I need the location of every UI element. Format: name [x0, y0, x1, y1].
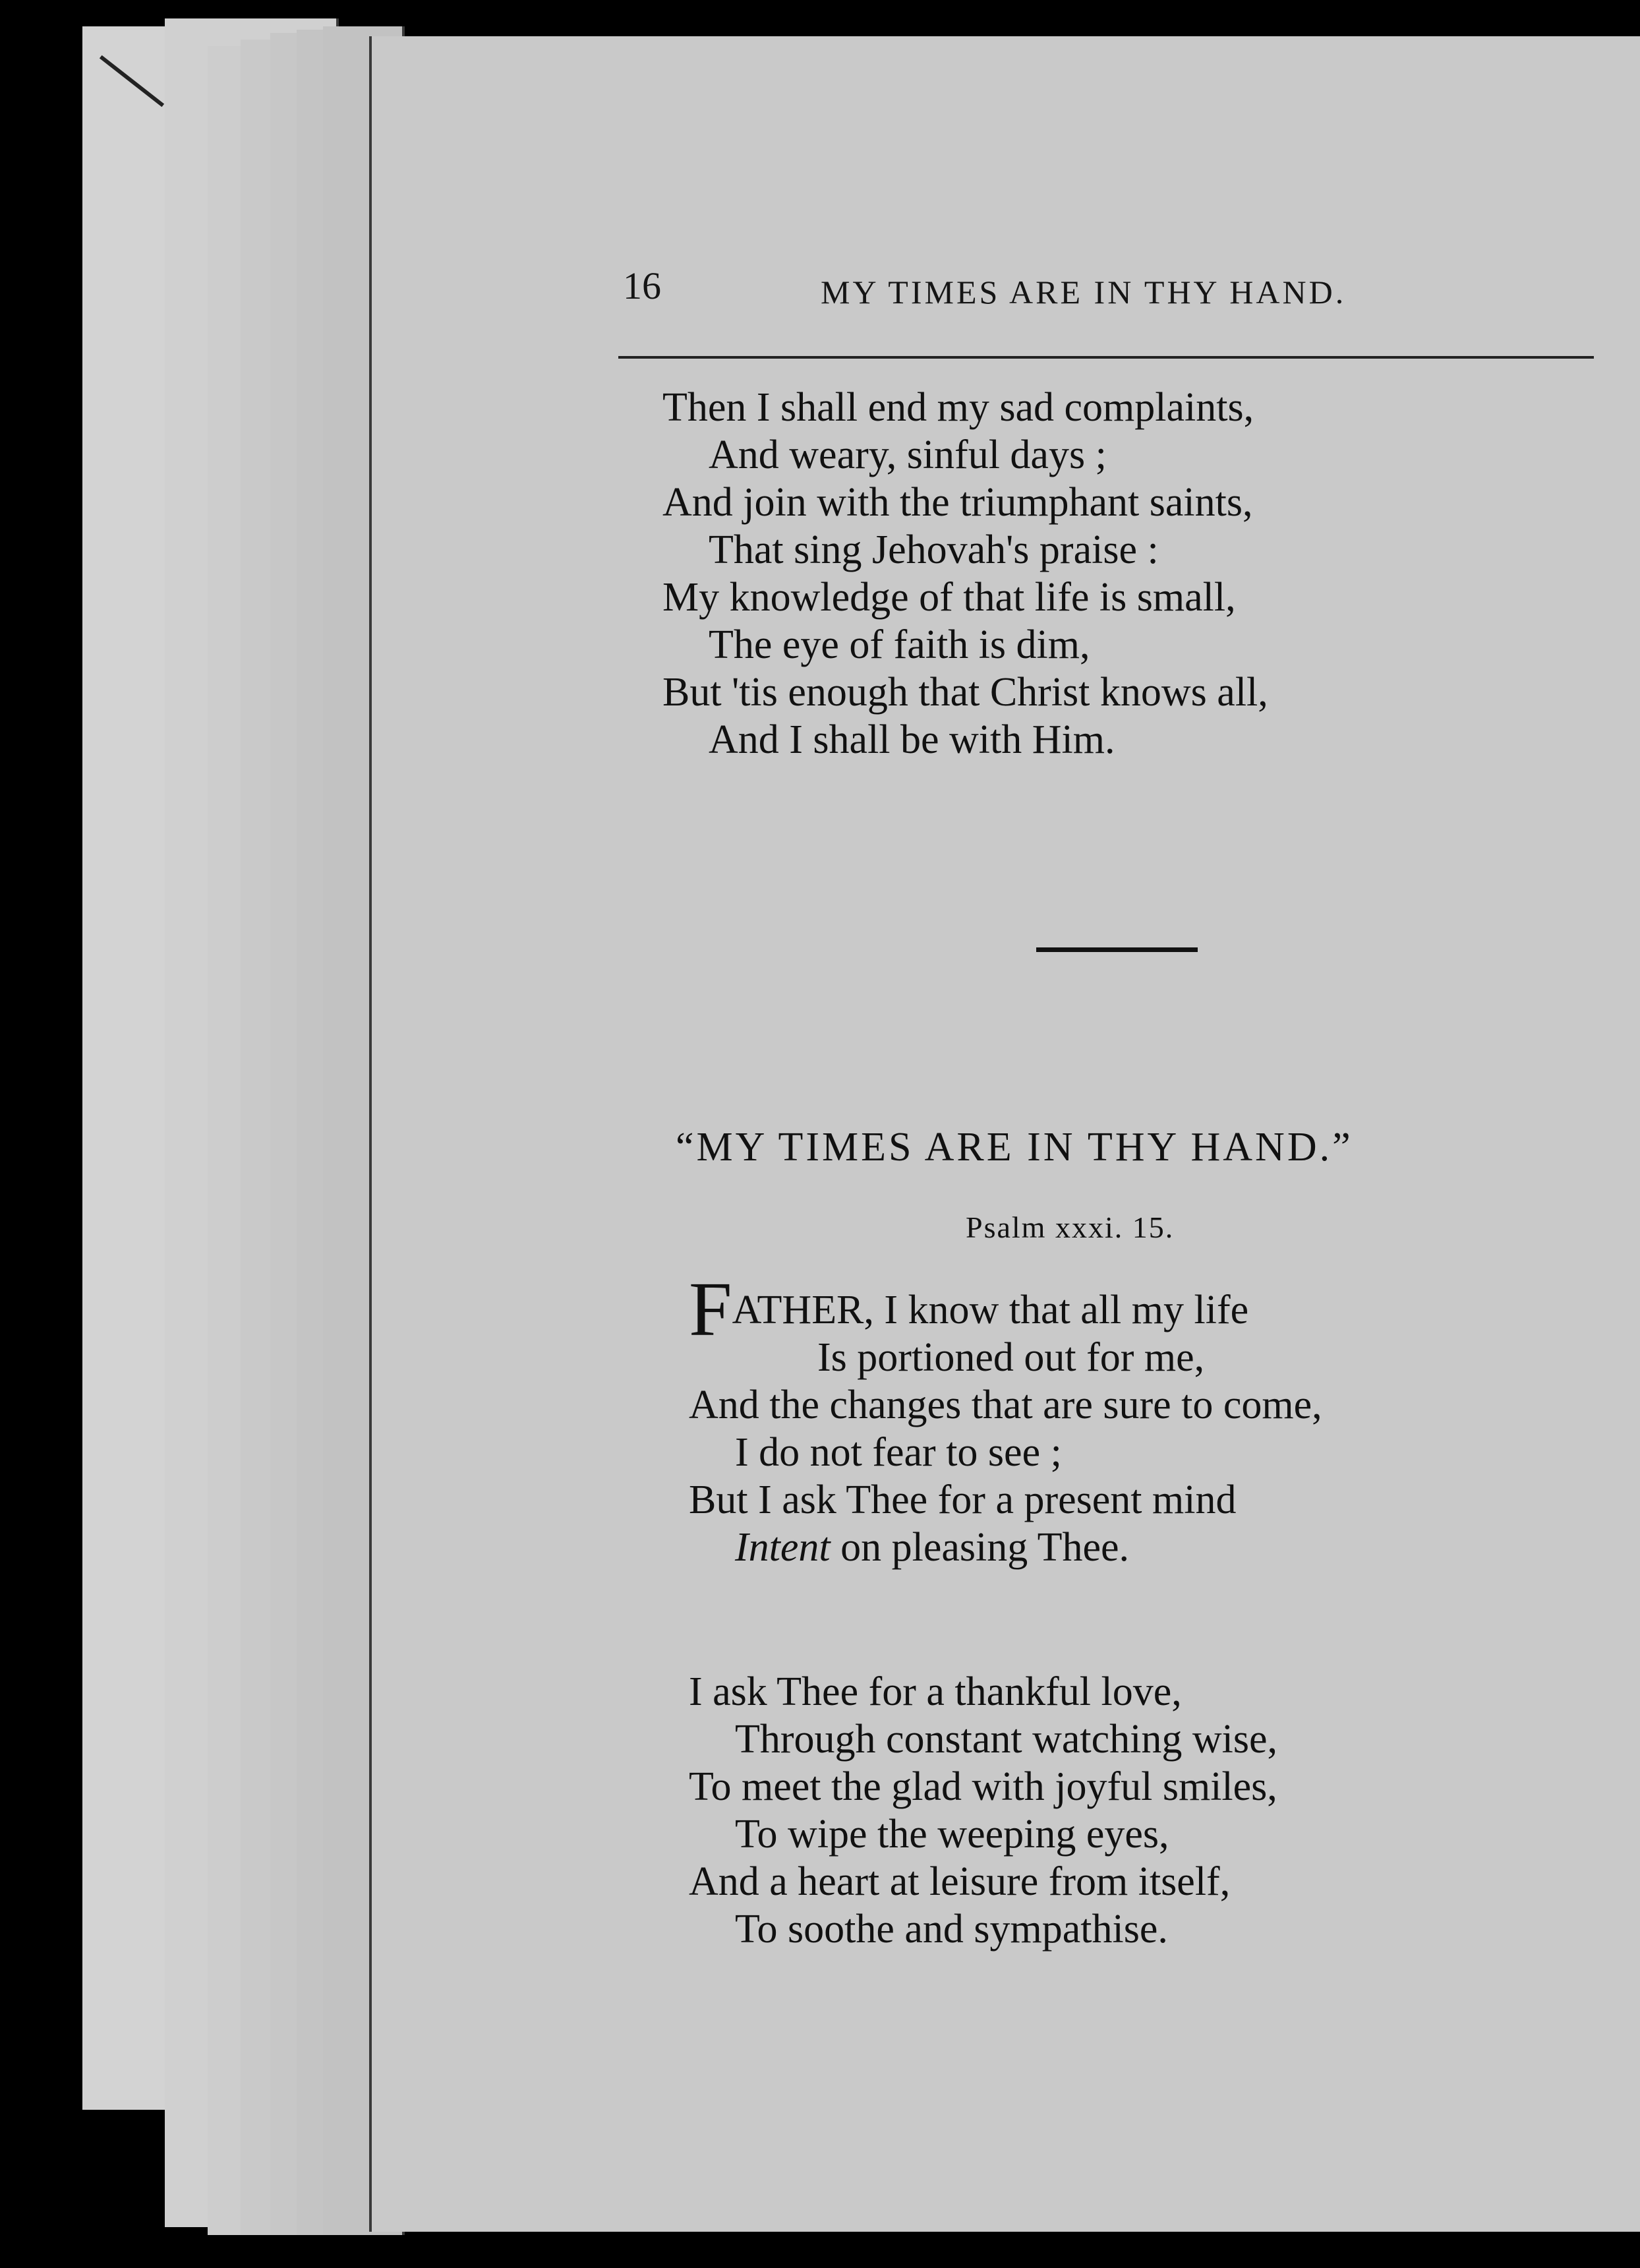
poem-title: “MY TIMES ARE IN THY HAND.” [676, 1125, 1353, 1170]
running-title: MY TIMES ARE IN THY HAND. [821, 274, 1347, 311]
verse-line: I do not fear to see ; [735, 1430, 1062, 1475]
page-number: 16 [623, 264, 661, 307]
header-rule [618, 356, 1594, 359]
verse-line: That sing Jehovah's praise : [709, 527, 1159, 572]
stanza-2 [689, 1266, 1322, 1571]
verse-line: But 'tis enough that Christ knows all, [662, 670, 1268, 715]
verse-line: The eye of faith is dim, [709, 622, 1090, 667]
verse-line: To wipe the weeping eyes, [735, 1812, 1169, 1857]
verse-line: I ask Thee for a thankful love, [689, 1669, 1182, 1714]
verse-line: But I ask Thee for a present mind [689, 1477, 1237, 1522]
emphasis-word: Intent [735, 1525, 831, 1570]
verse-line [689, 1524, 1322, 1571]
section-divider [1036, 947, 1198, 952]
verse-line: Is portioned out for me, [817, 1335, 1205, 1380]
stanza-1 [662, 384, 1268, 763]
drop-cap: F [689, 1266, 732, 1352]
poem-source: Psalm xxxi. 15. [966, 1210, 1175, 1244]
verse-line: And a heart at leisure from itself, [689, 1859, 1231, 1904]
stanza-3 [689, 1668, 1277, 1953]
verse-line: Then I shall end my sad complaints, [662, 385, 1254, 430]
verse-line [689, 1266, 1322, 1352]
verse-line: To meet the glad with joyful smiles, [689, 1764, 1277, 1809]
verse-line: To soothe and sympathise. [735, 1907, 1168, 1952]
verse-line: My knowledge of that life is small, [662, 575, 1236, 620]
verse-line: And weary, sinful days ; [709, 433, 1107, 477]
verse-line: Through constant watching wise, [735, 1717, 1278, 1762]
verse-line: And the changes that are sure to come, [689, 1383, 1322, 1427]
verse-line-rest: on pleasing Thee. [830, 1525, 1130, 1570]
verse-line: And I shall be with Him. [709, 717, 1115, 762]
verse-line-rest: ATHER, I know that all my life [732, 1288, 1249, 1332]
verse-line: And join with the triumphant saints, [662, 480, 1253, 525]
page-header [623, 264, 1493, 316]
